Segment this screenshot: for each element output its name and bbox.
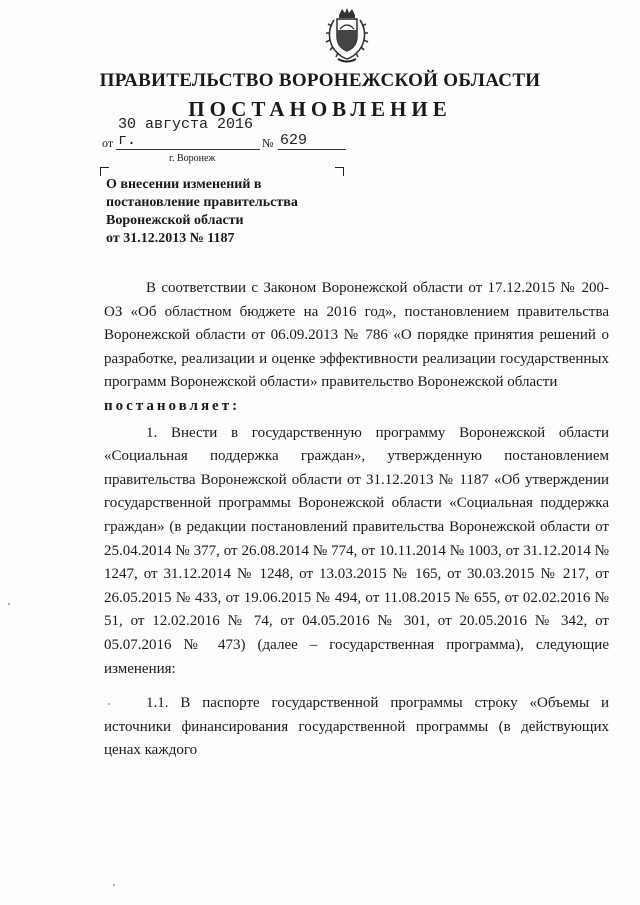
document-body bbox=[104, 277, 609, 763]
city-label: г. Воронеж bbox=[169, 153, 216, 164]
item-1-paragraph: 1. Внести в государственную программу Воронежской области «Социальная поддержка граждан», утвержденную постановлением правительства Воронежской области от 31.12.2013 № 1187 «Об утверждении государственной программы Воронежской области «Социальная поддержка граждан» (в редакции постановлений правительства Воронежской области от 25.04.2014 № 377, от 26.08.2014 № 774, от 10.11.2014 № 1003, от 31.12.2014 № 1247, от 31.12.2014 № 1248, от 13.03.2015 № 165, от 30.03.2015 № 217, от 26.05.2015 № 433, от 19.06.2015 № 494, от 11.08.2015 № 655, от 02.02.2016 № 51, от 12.02.2016 № 74, от 04.05.2016 № 301, от 20.05.2016 № 342, от 05.07.2016 № 473) (далее – государственная программа), следующие изменения: bbox=[104, 424, 609, 677]
subject-line: от 31.12.2013 № 1187 bbox=[106, 231, 235, 246]
document-date: 30 августа 2016 г. bbox=[116, 117, 260, 150]
subject-line: О внесении изменений в bbox=[106, 177, 262, 192]
subject-line: Воронежской области bbox=[106, 213, 244, 228]
scan-speck bbox=[8, 603, 10, 605]
preamble-paragraph: В соответствии с Законом Воронежской области от 17.12.2015 № 200-ОЗ «Об областном бюджете на 2016 год», постановлением правительства Воронежской области от 06.09.2013 № 786 «О порядке принятия решений о разработке, реализации и оценке эффективности реализации государственных программ Воронежской области» правительство Воронежской области bbox=[104, 280, 609, 391]
subject-bracket-right bbox=[335, 167, 344, 176]
number-label: № bbox=[262, 136, 274, 150]
voronezh-coat-of-arms-icon bbox=[318, 6, 376, 66]
government-title: ПРАВИТЕЛЬСТВО ВОРОНЕЖСКОЙ ОБЛАСТИ bbox=[99, 70, 541, 91]
item-1-1-paragraph: 1.1. В паспорте государственной программы строку «Объемы и источники финансирования государственной программы (в действующих ценах каждого bbox=[104, 695, 609, 759]
document-number: 629 bbox=[278, 133, 346, 150]
date-number-row bbox=[102, 116, 362, 153]
subject-bracket-left bbox=[100, 167, 109, 176]
subject-block bbox=[106, 176, 356, 248]
resolves-label: постановляет: bbox=[104, 397, 241, 414]
scan-speck bbox=[113, 884, 115, 886]
subject-line: постановление правительства bbox=[106, 195, 298, 210]
document-type: ПОСТАНОВЛЕНИЕ bbox=[188, 97, 452, 121]
from-label: от bbox=[102, 136, 114, 150]
scan-speck bbox=[108, 703, 110, 705]
